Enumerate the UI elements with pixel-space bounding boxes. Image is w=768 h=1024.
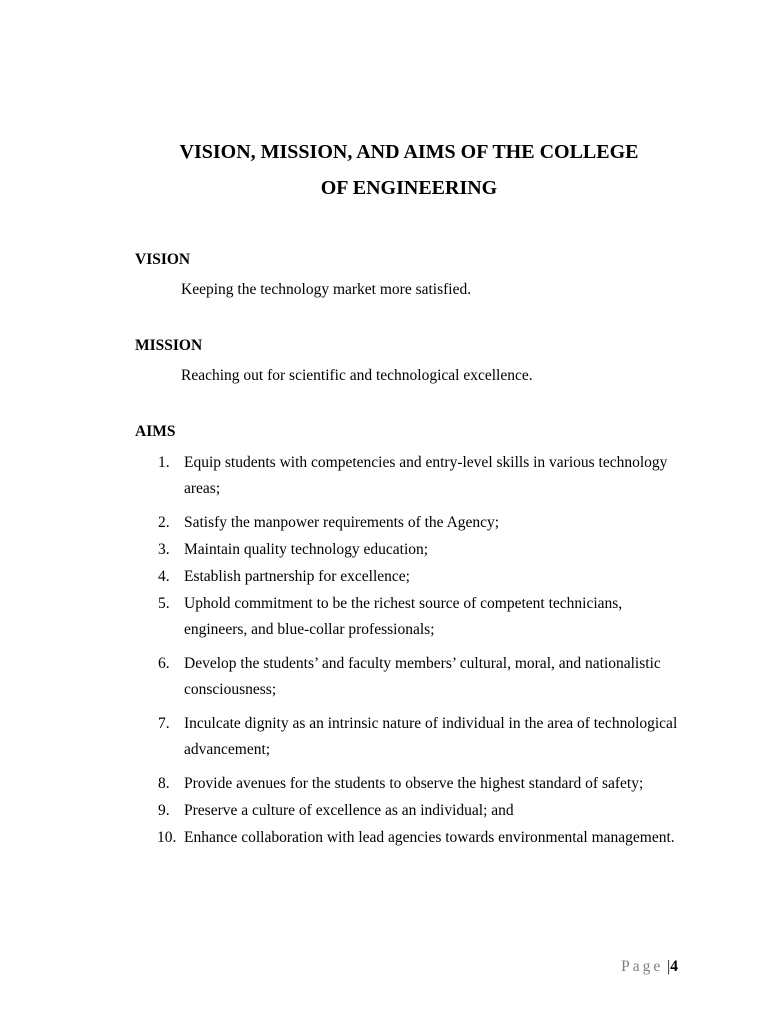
aim-number: 6. — [158, 655, 170, 672]
aim-number: 10. — [157, 829, 177, 846]
aim-item-7 — [0, 711, 768, 763]
aim-text: Maintain quality technology education; — [184, 541, 429, 558]
page-title — [0, 134, 768, 206]
aims-list — [0, 450, 768, 852]
aim-item-10 — [0, 825, 768, 851]
aim-item-8 — [0, 771, 768, 797]
page-label: Page — [621, 958, 664, 975]
aim-number: 4. — [158, 568, 170, 585]
aim-item-3 — [0, 537, 768, 563]
aim-item-9 — [0, 798, 768, 824]
aim-text: Preserve a culture of excellence as an individual; and — [184, 802, 514, 819]
aim-item-5 — [0, 591, 768, 643]
aim-number: 9. — [158, 802, 170, 819]
aim-number: 2. — [158, 514, 170, 531]
aim-number: 8. — [158, 775, 170, 792]
aims-heading: AIMS — [135, 423, 176, 440]
aim-text: Equip students with competencies and entry-level skills in various technology areas; — [184, 454, 668, 497]
aim-text: Uphold commitment to be the richest source of competent technicians, engineers, and blue-collar professionals; — [184, 595, 623, 638]
aim-text: Satisfy the manpower requirements of the Agency; — [184, 514, 500, 531]
mission-heading: MISSION — [135, 337, 203, 354]
aim-number: 5. — [158, 595, 170, 612]
aim-text: Provide avenues for the students to observe the highest standard of safety; — [184, 775, 644, 792]
aim-number: 7. — [158, 715, 170, 732]
page-number: 4 — [670, 958, 678, 975]
title-line-2: OF ENGINEERING — [320, 177, 498, 199]
aim-number: 3. — [158, 541, 170, 558]
vision-text: Keeping the technology market more satisfied. — [181, 281, 472, 298]
title-line-1: VISION, MISSION, AND AIMS OF THE COLLEGE — [179, 141, 639, 163]
aim-number: 1. — [158, 454, 170, 471]
aim-text: Develop the students’ and faculty members’ cultural, moral, and nationalistic consciousness; — [184, 655, 661, 698]
aim-text: Establish partnership for excellence; — [184, 568, 410, 585]
aim-text: Enhance collaboration with lead agencies towards environmental management. — [184, 829, 675, 846]
vision-heading: VISION — [135, 251, 191, 268]
aim-item-1 — [0, 450, 768, 502]
aim-text: Inculcate dignity as an intrinsic nature of individual in the area of technological advancement; — [184, 715, 678, 758]
page-separator: | — [667, 958, 671, 975]
aim-item-2 — [0, 510, 768, 536]
mission-text: Reaching out for scientific and technological excellence. — [181, 367, 533, 384]
aim-item-6 — [0, 651, 768, 703]
aim-item-4 — [0, 564, 768, 590]
page-footer — [621, 958, 678, 976]
